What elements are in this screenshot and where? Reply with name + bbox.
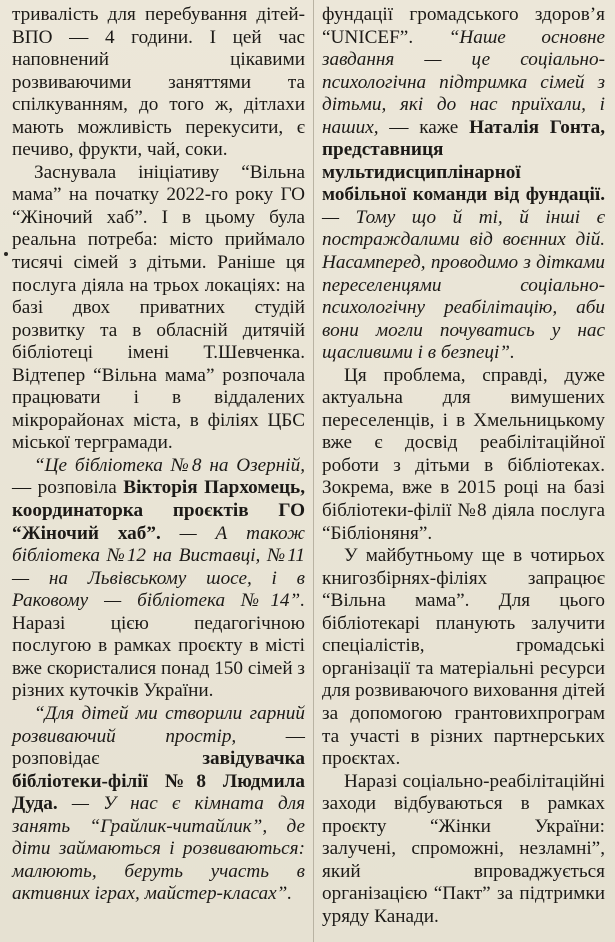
print-speck	[4, 252, 8, 256]
families-served-text: Наразі цією педагогічною послугою в рамках проєкту в місті вже скористалися понад 150 сімей з різних куточків України.	[12, 612, 305, 702]
unicef-text: фундації громадського здоров’я “UNICEF”.	[322, 4, 605, 48]
speech-verb: — розповіла	[12, 477, 124, 499]
right-column	[322, 4, 605, 928]
quote-space-part1: “Для дітей ми створили гарний розвиваючий простір,	[12, 702, 305, 747]
left-column	[12, 4, 305, 906]
paragraph-unicef-quote	[322, 4, 605, 365]
column-divider	[313, 0, 314, 942]
speaker-name-parkhomets: Вікторія Пархомець, координаторка проєктів ГО “Жіночий хаб”.	[12, 477, 305, 544]
speech-verb: — розповідає	[12, 725, 305, 770]
paragraph-librarian-quote	[12, 703, 305, 906]
paragraph-coordinator-quote	[12, 455, 305, 703]
quote-task-part1: “Наше основне завдання — це соціально-психологічна підтримка сімей з дітьми, які до нас приїхали, і наших,	[322, 26, 605, 138]
paragraph-project-context: Наразі соціально-реабілітаційні заходи відбуваються в рамках проєкту “Жінки України: залучені, спроможні, незламні”, який впроваджується організацією “Пакт” за підтримки уряду Канади.	[322, 770, 605, 927]
speaker-name-honta: Наталія Гонта, представниця мультидисциплінарної мобільної команди від фундації.	[322, 116, 606, 206]
quote-libraries-part1: “Це бібліотека №8 на Озерній,	[34, 454, 305, 476]
quote-libraries-part2: — А також бібліотека №12 на Виставці, №11 — на Львівському шосе, і в Раковому — бібліотека №14”.	[12, 522, 305, 612]
speech-verb: — каже	[378, 116, 470, 138]
quote-space-part2: — У нас є кімната для занять “Грайлик-читайлик”, де діти займаються і розвиваються: малюють, беруть участь в активних іграх, майстер-класах”.	[12, 793, 305, 905]
paragraph-problem-relevance: Ця проблема, справді, дуже актуальна для вимушених переселенців, і в Хмельницькому вже є досвід реабілітаційної роботи з дітьми в бібліотеках. Зокрема, вже в 2015 році на базі бібліотеки-філії №8 діяла послуга “Бібліоняня”.	[322, 364, 605, 544]
paragraph-session-length: тривалість для перебування дітей-ВПО — 4 години. І цей час наповнений цікавими розвиваючими заняттями та спілкуванням, до того ж, дітлахи мають можливість перекусити, є печиво, фрукти, чай, соки.	[12, 4, 305, 161]
paragraph-future-plans: У майбутньому ще в чотирьох книгозбірнях-філіях запрацює “Вільна мама”. Для цього бібліотекарі планують залучити спеціалістів, громадські організації та матеріальні ресурси для розвиваючого виховання дітей за допомогою грантовихпрограм та участі в різних партнерських проєктах.	[322, 545, 605, 770]
quote-task-part2: — Тому що й ті, й інші є постраждалими від воєнних дій. Насамперед, проводимо з дітками переселенцями соціально-психологічну реабілітацію, аби вони могли почуватись у нас щасливими і в безпеці”.	[322, 206, 605, 364]
speaker-name-duda: завідувачка бібліотеки-філії №8 Людмила Дуда.	[12, 748, 305, 815]
paragraph-initiative-history: Заснувала ініціативу “Вільна мама” на початку 2022-го року ГО “Жіночий хаб”. І в цьому була реальна потреба: місто приймало тисячі сімей з дітьми. Раніше ця послуга діяла на трьох локаціях: на базі двох приватних студій розвитку та в обласній дитячій бібліотеці імені Т.Шевченка. Відтепер “Вільна мама” розпочала працювати і в віддалених мікрорайонах міста, в філіях ЦБС міської терграмади.	[12, 161, 305, 454]
